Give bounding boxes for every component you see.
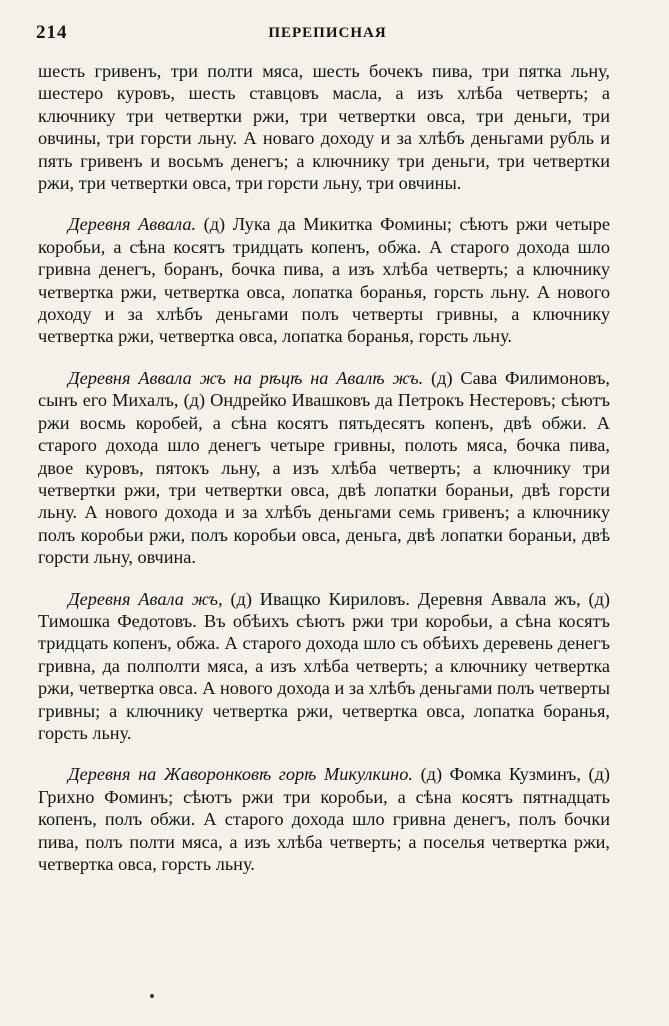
place-name: Деревня Аввала. [68, 214, 197, 235]
paragraph [38, 213, 610, 347]
page-number: 214 [36, 22, 68, 43]
running-head: ПЕРЕПИСНАЯ [268, 25, 387, 41]
paragraph [38, 763, 610, 875]
paragraph [38, 60, 610, 194]
paragraph [38, 367, 610, 569]
paragraph-text: (д) Иващко Кириловъ. Деревня Аввала жъ, (д) Тимошка Федотовъ. Въ обѣихъ сѣютъ ржи три коробьи, а сѣна косятъ тридцать копенъ, обжа. А старого дохода шло съ обѣихъ деревень денегъ гривна, да полполти мяса, а изъ хлѣба четверть; а ключнику четвертка ржи, четвертка овса. А нового дохода и за хлѣбъ деньгами полъ четверты гривны; а ключнику четвертка ржи, четвертка овса, лопатка боранья, горсть льну. [38, 588, 610, 743]
ink-speck [150, 994, 154, 998]
page-header [36, 22, 619, 46]
place-name: Деревня на Жаворонковѣ горѣ Микулкино. [68, 764, 413, 785]
place-name: Деревня Авала жъ, [68, 588, 223, 609]
page-body [38, 60, 610, 894]
paragraph-text: (д) Сава Филимоновъ, сынъ его Михалъ, (д) Ондрейко Ивашковъ да Петрокъ Нестеровъ; сѣютъ ржи восмь коробей, а сѣна косятъ пятьдесятъ копенъ, двѣ обжи. А старого дохода шло денегъ четыре гривны, полоть мяса, бочка пива, двое куровъ, пятокъ льну, а изъ хлѣба четверть; а ключнику три четвертки ржи, три четвертки овса, двѣ лопатки бораньи, двѣ горсти льну. А нового дохода и за хлѣбъ деньгами семь гривенъ; а ключнику полъ коробьи ржи, полъ коробьи овса, деньга, двѣ лопатки бораньи, двѣ горсти льну, овчина. [38, 367, 610, 568]
paragraph [38, 588, 610, 745]
place-name: Деревня Аввала жъ на рѣцѣ на Авалѣ жъ. [68, 367, 424, 388]
paragraph-text: (д) Фомка Кузминъ, (д) Грихно Фоминъ; сѣютъ ржи три коробьи, а сѣна косятъ пятнадцать копенъ, полъ обжи. А старого дохода шло гривна денегъ, полъ бочки пива, полъ полти мяса, а изъ хлѣба четверть; а поселья четвертка ржи, четвертка овса, горсть льну. [38, 764, 610, 874]
paragraph-text: (д) Лука да Микитка Фомины; сѣютъ ржи четыре коробьи, а сѣна косятъ тридцать копенъ, обжа. А старого дохода шло гривна денегъ, боранъ, бочка пива, а изъ хлѣба четверть; а ключнику четвертка ржи, четвертка овса, лопатка боранья, горсть льну. А нового доходу и за хлѣбъ деньгами полъ четверты гривны, а ключнику четвертка ржи, четвертка овса, лопатка боранья, горсть льну. [38, 214, 610, 347]
paragraph-text: шесть гривенъ, три полти мяса, шесть бочекъ пива, три пятка льну, шестеро куровъ, шесть ставцовъ масла, а изъ хлѣба четверть; а ключнику три четвертки ржи, три четвертки овса, три деньги, три овчины, три горсти льну. А новаго доходу и за хлѣбъ деньгами рубль и пять гривенъ и восьмъ денегъ; а ключнику три деньги, три четвертки ржи, три четвертки овса, три горсти льну, три овчины. [38, 61, 610, 194]
